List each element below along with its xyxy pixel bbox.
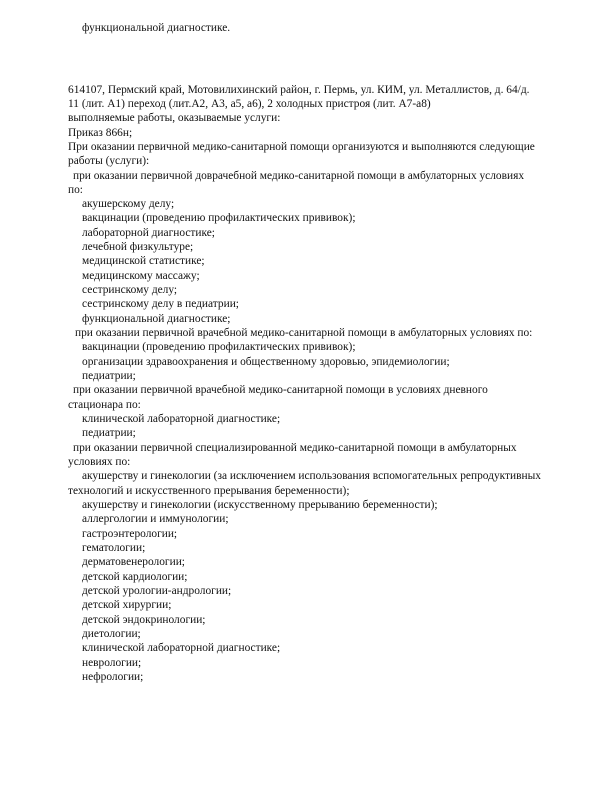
list-item: акушерскому делу; <box>82 198 175 210</box>
section-1-heading-2: по: <box>68 184 83 196</box>
list-item: лабораторной диагностике; <box>82 227 215 239</box>
works-heading: выполняемые работы, оказываемые услуги: <box>68 112 281 124</box>
list-item: педиатрии; <box>82 370 136 382</box>
list-item: нефрологии; <box>82 671 144 683</box>
list-item: аллергологии и иммунологии; <box>82 513 229 525</box>
list-item: лечебной физкультуре; <box>82 241 194 253</box>
list-item: детской урологии-андрологии; <box>82 585 232 597</box>
list-item: акушерству и гинекологии (искусственному прерыванию беременности); <box>82 499 438 511</box>
section-4-heading-1: при оказании первичной специализированной медико-санитарной помощи в амбулаторных <box>73 442 517 454</box>
section-1-heading-1: при оказании первичной доврачебной медико-санитарной помощи в амбулаторных условиях <box>73 170 525 182</box>
list-item: детской кардиологии; <box>82 571 188 583</box>
list-item: клинической лабораторной диагностике; <box>82 642 281 654</box>
list-item: дерматовенерологии; <box>82 556 185 568</box>
list-item: акушерству и гинекологии (за исключением использования вспомогательных репродуктивных <box>82 470 541 482</box>
section-3-heading-2: стационара по: <box>68 399 141 411</box>
list-item: гастроэнтерологии; <box>82 528 178 540</box>
top-line: функциональной диагностике. <box>82 22 231 34</box>
section-3-heading-1: при оказании первичной врачебной медико-санитарной помощи в условиях дневного <box>73 384 488 396</box>
order-line: Приказ 866н; <box>68 127 133 139</box>
list-item: вакцинации (проведению профилактических прививок); <box>82 212 356 224</box>
list-item: медицинской статистике; <box>82 255 205 267</box>
list-item-continuation: технологий и искусственного прерывания беременности); <box>68 485 350 497</box>
section-2-heading-1: при оказании первичной врачебной медико-санитарной помощи в амбулаторных условиях по: <box>75 327 533 339</box>
list-item: медицинскому массажу; <box>82 270 200 282</box>
list-item: клинической лабораторной диагностике; <box>82 413 281 425</box>
list-item: педиатрии; <box>82 427 136 439</box>
list-item: функциональной диагностике; <box>82 313 231 325</box>
address-line-1: 614107, Пермский край, Мотовилихинский район, г. Пермь, ул. КИМ, ул. Металлистов, д. 64/д. <box>68 84 530 96</box>
list-item: сестринскому делу; <box>82 284 178 296</box>
list-item: детской эндокринологии; <box>82 614 206 626</box>
list-item: организации здравоохранения и общественному здоровью, эпидемиологии; <box>82 356 450 368</box>
list-item: гематологии; <box>82 542 146 554</box>
list-item: неврологии; <box>82 657 142 669</box>
intro-line-2: работы (услуги): <box>68 155 150 167</box>
address-line-2: 11 (лит. А1) переход (лит.А2, А3, а5, а6), 2 холодных пристроя (лит. А7-а8) <box>68 98 431 110</box>
section-4-heading-2: условиях по: <box>68 456 131 468</box>
list-item: сестринскому делу в педиатрии; <box>82 298 239 310</box>
list-item: вакцинации (проведению профилактических прививок); <box>82 341 356 353</box>
list-item: диетологии; <box>82 628 141 640</box>
intro-line-1: При оказании первичной медико-санитарной помощи организуются и выполняются следующие <box>68 141 535 153</box>
list-item: детской хирургии; <box>82 599 172 611</box>
